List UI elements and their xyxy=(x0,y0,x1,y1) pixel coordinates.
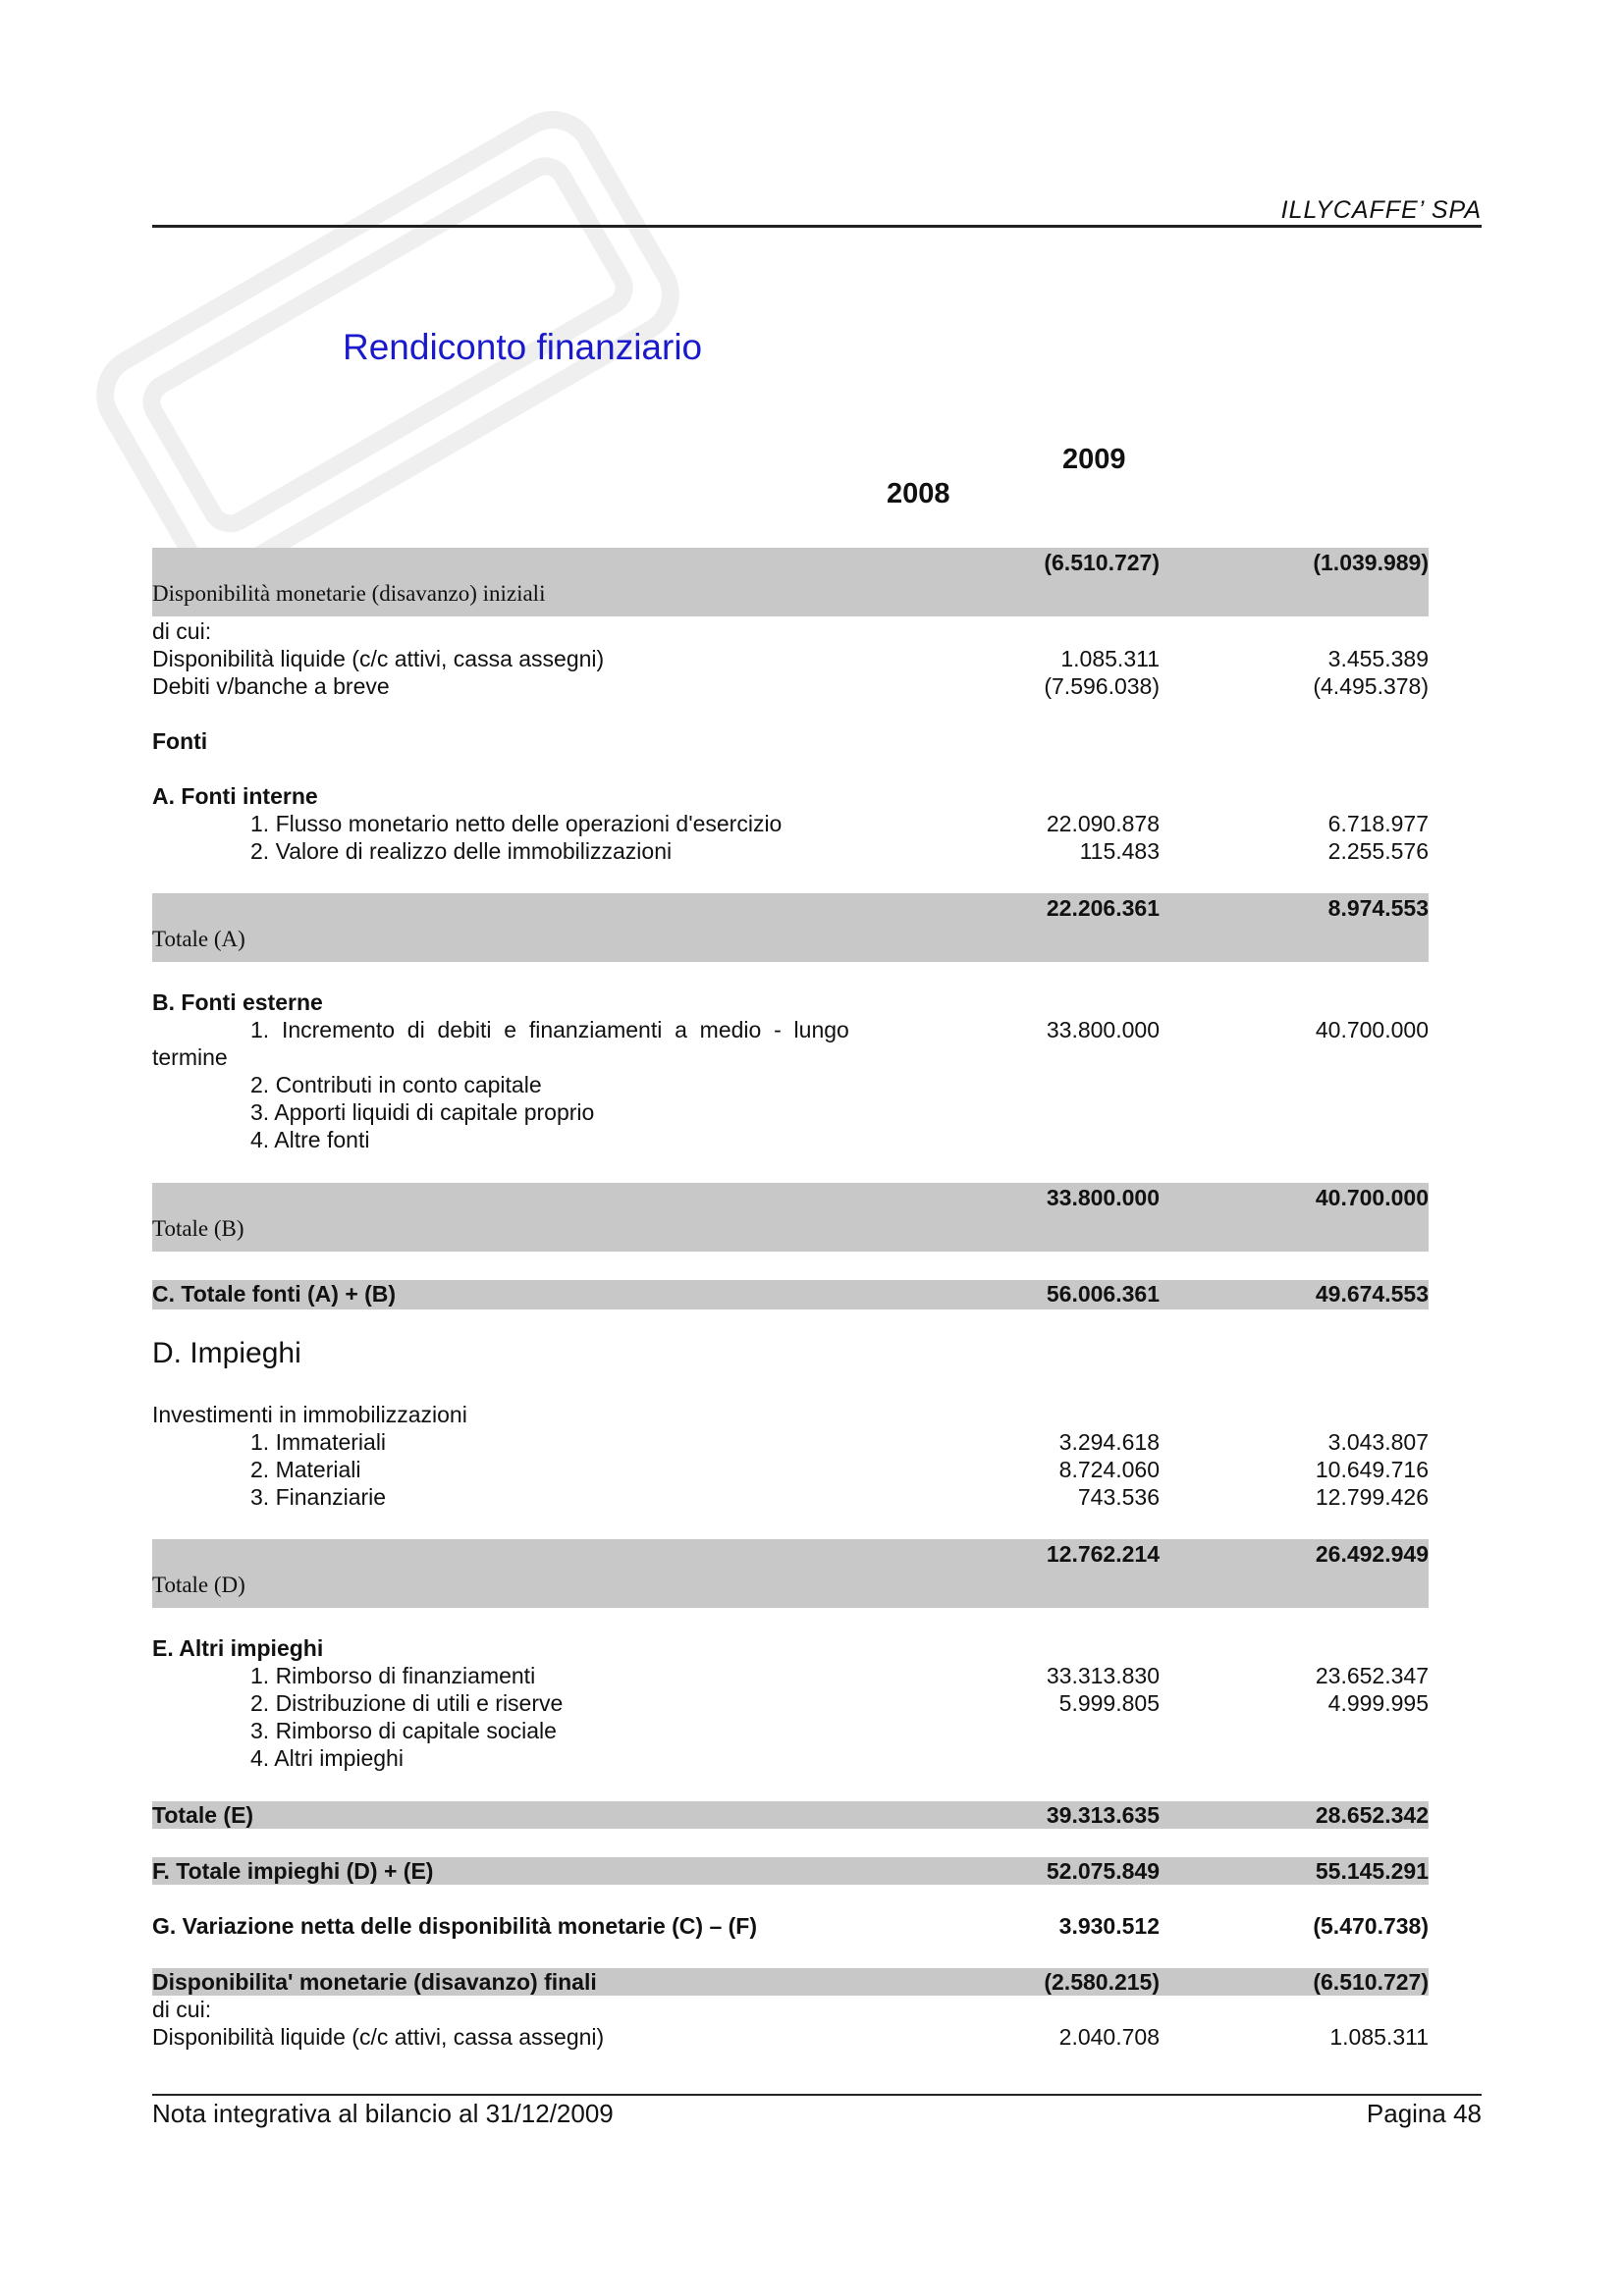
row-label: termine xyxy=(152,1044,228,1070)
row-label: di cui: xyxy=(152,618,212,644)
value-2008: 26.492.949 xyxy=(1315,1541,1429,1567)
value-2008: (6.510.727) xyxy=(1313,1969,1429,1995)
value-2008: 3.043.807 xyxy=(1327,1429,1429,1455)
row-label: di cui: xyxy=(152,1997,212,2022)
value-2008: 10.649.716 xyxy=(1315,1457,1429,1482)
value-2008: 55.145.291 xyxy=(1315,1858,1429,1884)
value-2009: 3.294.618 xyxy=(1058,1429,1160,1455)
value-2009: 2.040.708 xyxy=(1058,2024,1160,2050)
value-2009: 39.313.635 xyxy=(1046,1802,1160,1828)
row-label: 1. Rimborso di finanziamenti xyxy=(250,1663,536,1688)
value-2008: 23.652.347 xyxy=(1315,1663,1429,1688)
section-heading: B. Fonti esterne xyxy=(152,989,323,1015)
section-heading: Fonti xyxy=(152,728,208,754)
row-label: 2. Materiali xyxy=(250,1457,361,1482)
page-number: Pagina 48 xyxy=(1366,2099,1482,2128)
value-2009: 52.075.849 xyxy=(1046,1858,1160,1884)
section-heading: A. Fonti interne xyxy=(152,783,318,809)
table-row xyxy=(152,1539,1429,1608)
value-2008: 8.974.553 xyxy=(1327,895,1429,921)
table-row xyxy=(152,548,1429,616)
row-label: Totale (E) xyxy=(152,1802,254,1828)
year-2009-heading: 2009 xyxy=(1062,444,1126,475)
value-2009: 22.090.878 xyxy=(1046,811,1160,836)
row-label: 3. Rimborso di capitale sociale xyxy=(250,1718,557,1743)
value-2009: 743.536 xyxy=(1077,1484,1160,1510)
value-2008: 40.700.000 xyxy=(1315,1017,1429,1042)
footer-note: Nota integrativa al bilancio al 31/12/2009 xyxy=(152,2099,614,2128)
row-label: F. Totale impieghi (D) + (E) xyxy=(152,1858,434,1884)
value-2009: 12.762.214 xyxy=(1046,1541,1160,1567)
table-row xyxy=(152,1183,1429,1252)
value-2008: 6.718.977 xyxy=(1327,811,1429,836)
value-2008: 28.652.342 xyxy=(1315,1802,1429,1828)
row-label: 3. Apporti liquidi di capitale proprio xyxy=(250,1099,595,1125)
value-2009: 33.800.000 xyxy=(1046,1185,1160,1210)
page-title: Rendiconto finanziario xyxy=(343,327,703,367)
value-2009: 8.724.060 xyxy=(1058,1457,1160,1482)
value-2009: (6.510.727) xyxy=(1044,550,1160,575)
row-label: Disponibilità liquide (c/c attivi, cassa assegni) xyxy=(152,646,605,671)
value-2008: (4.495.378) xyxy=(1313,673,1429,699)
row-label: Investimenti in immobilizzazioni xyxy=(152,1402,467,1427)
value-2009: 3.930.512 xyxy=(1058,1913,1160,1939)
value-2009: 56.006.361 xyxy=(1046,1281,1160,1307)
value-2009: 1.085.311 xyxy=(1060,646,1160,671)
value-2009: 33.313.830 xyxy=(1046,1663,1160,1688)
row-label: Totale (A) xyxy=(152,927,245,951)
value-2008: 49.674.553 xyxy=(1315,1281,1429,1307)
row-label: Disponibilità monetarie (disavanzo) iniziali xyxy=(152,581,546,606)
value-2009: (7.596.038) xyxy=(1044,673,1160,699)
value-2008: 40.700.000 xyxy=(1315,1185,1429,1210)
header-rule xyxy=(152,225,1482,228)
row-label: 1. Incremento di debiti e finanziamenti a medio - lungo xyxy=(250,1017,849,1042)
footer-rule xyxy=(152,2094,1482,2096)
value-2009: 22.206.361 xyxy=(1046,895,1160,921)
row-label: 2. Distribuzione di utili e riserve xyxy=(250,1690,564,1716)
value-2008: 12.799.426 xyxy=(1315,1484,1429,1510)
row-label: Disponibilita' monetarie (disavanzo) finali xyxy=(152,1969,597,1995)
row-label: G. Variazione netta delle disponibilità monetarie (C) – (F) xyxy=(152,1913,757,1939)
year-2008-heading: 2008 xyxy=(887,478,950,509)
row-label: Totale (B) xyxy=(152,1216,244,1241)
row-label: Debiti v/banche a breve xyxy=(152,673,390,699)
value-2008: 2.255.576 xyxy=(1327,838,1429,864)
value-2008: 1.085.311 xyxy=(1329,2024,1429,2050)
row-label: 1. Immateriali xyxy=(250,1429,387,1455)
row-label: 4. Altri impieghi xyxy=(250,1745,404,1771)
row-label: 3. Finanziarie xyxy=(250,1484,387,1510)
value-2008: (5.470.738) xyxy=(1313,1913,1429,1939)
value-2009: 33.800.000 xyxy=(1046,1017,1160,1042)
shade-band xyxy=(152,1801,1429,1829)
row-label: 4. Altre fonti xyxy=(250,1127,370,1152)
row-label: Totale (D) xyxy=(152,1573,245,1597)
row-label: 1. Flusso monetario netto delle operazioni d'esercizio xyxy=(250,811,783,836)
section-heading: D. Impieghi xyxy=(152,1337,301,1369)
value-2009: 115.483 xyxy=(1079,838,1160,864)
value-2008: (1.039.989) xyxy=(1313,550,1429,575)
value-2008: 3.455.389 xyxy=(1327,646,1429,671)
row-label: Disponibilità liquide (c/c attivi, cassa assegni) xyxy=(152,2024,605,2050)
value-2009: 5.999.805 xyxy=(1058,1690,1160,1716)
row-label: 2. Contributi in conto capitale xyxy=(250,1072,542,1097)
row-label: 2. Valore di realizzo delle immobilizzazioni xyxy=(250,838,673,864)
section-heading: E. Altri impieghi xyxy=(152,1635,324,1661)
value-2008: 4.999.995 xyxy=(1327,1690,1429,1716)
value-2009: (2.580.215) xyxy=(1044,1969,1160,1995)
table-row xyxy=(152,893,1429,962)
header-company-name: ILLYCAFFE’ SPA xyxy=(1280,196,1482,224)
row-label: C. Totale fonti (A) + (B) xyxy=(152,1281,397,1307)
